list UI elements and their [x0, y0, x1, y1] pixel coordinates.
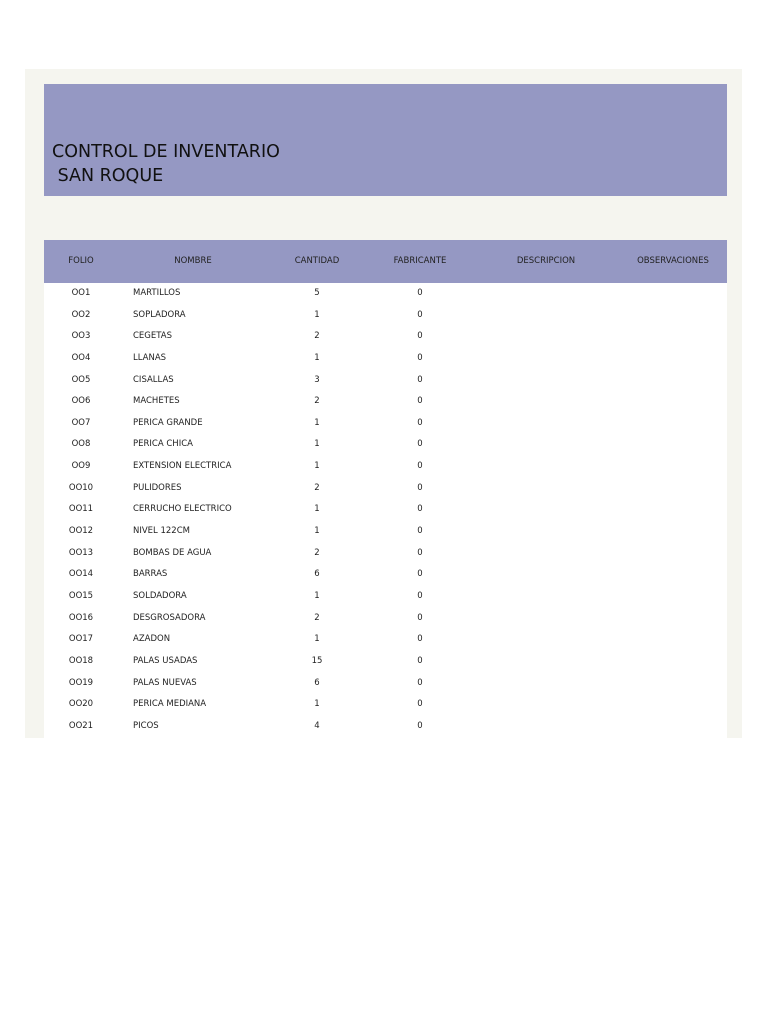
cell-cantidad: 4 — [314, 720, 320, 731]
table-row — [44, 413, 727, 435]
cell-descripcion — [504, 586, 584, 608]
cell-cantidad: 1 — [314, 461, 320, 472]
table-row — [44, 348, 727, 370]
cell-observaciones — [634, 305, 712, 327]
table-row — [44, 629, 727, 651]
cell-folio: OO21 — [68, 720, 94, 731]
cell-descripcion — [504, 348, 584, 370]
cell-cantidad: 2 — [314, 482, 320, 493]
title-banner — [44, 84, 727, 196]
cell-cantidad: 5 — [314, 288, 320, 298]
cell-folio: OO7 — [71, 417, 91, 428]
table-row — [44, 564, 727, 586]
cell-observaciones — [634, 629, 712, 651]
cell-descripcion — [504, 629, 584, 651]
cell-cantidad: 6 — [314, 569, 320, 580]
cell-cantidad: 1 — [314, 590, 320, 601]
cell-fabricante: 0 — [417, 677, 423, 688]
inventory-table — [44, 240, 727, 738]
cell-fabricante: 0 — [417, 504, 423, 515]
cell-observaciones — [634, 673, 712, 695]
cell-folio: OO5 — [71, 374, 91, 385]
cell-observaciones — [634, 543, 712, 565]
cell-cantidad: 2 — [314, 547, 320, 558]
cell-descripcion — [504, 305, 584, 327]
cell-fabricante: 0 — [417, 569, 423, 580]
table-row — [44, 283, 727, 305]
header-fabricante: FABRICANTE — [393, 256, 447, 266]
cell-nombre: PERICA MEDIANA — [133, 699, 207, 710]
cell-descripcion — [504, 521, 584, 543]
cell-folio: OO18 — [68, 655, 94, 666]
cell-nombre: PERICA CHICA — [133, 439, 193, 450]
cell-fabricante: 0 — [417, 331, 423, 342]
cell-cantidad: 2 — [314, 331, 320, 342]
cell-nombre: MACHETES — [133, 396, 180, 407]
table-row — [44, 478, 727, 500]
cell-cantidad: 3 — [314, 374, 320, 385]
cell-descripcion — [504, 673, 584, 695]
cell-descripcion — [504, 543, 584, 565]
cell-descripcion — [504, 651, 584, 673]
cell-cantidad: 1 — [314, 352, 320, 363]
table-row — [44, 586, 727, 608]
table-row — [44, 521, 727, 543]
table-row — [44, 499, 727, 521]
cell-observaciones — [634, 499, 712, 521]
cell-fabricante: 0 — [417, 288, 423, 298]
cell-cantidad: 1 — [314, 526, 320, 537]
header-folio: FOLIO — [68, 256, 94, 266]
cell-cantidad: 1 — [314, 634, 320, 645]
cell-nombre: NIVEL 122CM — [133, 526, 190, 537]
cell-fabricante: 0 — [417, 612, 423, 623]
cell-fabricante: 0 — [417, 439, 423, 450]
document-title — [52, 140, 280, 188]
cell-cantidad: 15 — [311, 655, 323, 666]
table-row — [44, 305, 727, 327]
cell-cantidad: 1 — [314, 417, 320, 428]
cell-descripcion — [504, 478, 584, 500]
table-row — [44, 456, 727, 478]
cell-fabricante: 0 — [417, 547, 423, 558]
table-row — [44, 370, 727, 392]
table-row — [44, 651, 727, 673]
cell-observaciones — [634, 348, 712, 370]
table-header — [44, 240, 727, 283]
cell-folio: OO19 — [68, 677, 94, 688]
table-row — [44, 694, 727, 716]
spreadsheet-page — [25, 69, 742, 738]
cell-observaciones — [634, 521, 712, 543]
cell-descripcion — [504, 716, 584, 738]
cell-fabricante: 0 — [417, 720, 423, 731]
header-cantidad: CANTIDAD — [294, 256, 340, 266]
cell-descripcion — [504, 499, 584, 521]
cell-nombre: PULIDORES — [133, 482, 182, 493]
cell-nombre: MARTILLOS — [133, 288, 181, 298]
cell-fabricante: 0 — [417, 590, 423, 601]
cell-fabricante: 0 — [417, 374, 423, 385]
cell-folio: OO10 — [68, 482, 94, 493]
cell-observaciones — [634, 694, 712, 716]
cell-observaciones — [634, 564, 712, 586]
cell-cantidad: 1 — [314, 699, 320, 710]
cell-descripcion — [504, 456, 584, 478]
cell-nombre: PERICA GRANDE — [133, 417, 203, 428]
cell-folio: OO9 — [71, 461, 91, 472]
cell-folio: OO14 — [68, 569, 94, 580]
header-nombre: NOMBRE — [174, 256, 212, 266]
cell-folio: OO3 — [71, 331, 91, 342]
table-row — [44, 391, 727, 413]
cell-nombre: SOPLADORA — [133, 309, 186, 320]
cell-folio: OO6 — [71, 396, 91, 407]
cell-fabricante: 0 — [417, 396, 423, 407]
cell-observaciones — [634, 413, 712, 435]
cell-observaciones — [634, 370, 712, 392]
cell-descripcion — [504, 608, 584, 630]
table-row — [44, 673, 727, 695]
cell-folio: OO4 — [71, 352, 91, 363]
cell-folio: OO1 — [71, 288, 91, 298]
cell-observaciones — [634, 478, 712, 500]
cell-observaciones — [634, 326, 712, 348]
cell-nombre: BARRAS — [133, 569, 168, 580]
cell-descripcion — [504, 391, 584, 413]
cell-nombre: EXTENSION ELECTRICA — [133, 461, 232, 472]
cell-nombre: SOLDADORA — [133, 590, 187, 601]
cell-folio: OO8 — [71, 439, 91, 450]
cell-folio: OO11 — [68, 504, 94, 515]
cell-folio: OO12 — [68, 526, 94, 537]
cell-fabricante: 0 — [417, 309, 423, 320]
title-line-1: CONTROL DE INVENTARIO — [52, 142, 280, 162]
cell-descripcion — [504, 564, 584, 586]
cell-nombre: CISALLAS — [133, 374, 174, 385]
cell-nombre: PICOS — [133, 720, 159, 731]
table-row — [44, 543, 727, 565]
table-row — [44, 434, 727, 456]
cell-folio: OO20 — [68, 699, 94, 710]
cell-observaciones — [634, 434, 712, 456]
cell-cantidad: 2 — [314, 612, 320, 623]
cell-nombre: DESGROSADORA — [133, 612, 206, 623]
cell-fabricante: 0 — [417, 634, 423, 645]
cell-nombre: PALAS NUEVAS — [133, 677, 197, 688]
table-row — [44, 716, 727, 738]
table-row — [44, 326, 727, 348]
cell-observaciones — [634, 716, 712, 738]
cell-descripcion — [504, 326, 584, 348]
cell-fabricante: 0 — [417, 699, 423, 710]
cell-fabricante: 0 — [417, 352, 423, 363]
cell-folio: OO15 — [68, 590, 94, 601]
table-body — [44, 283, 727, 737]
cell-fabricante: 0 — [417, 417, 423, 428]
cell-nombre: BOMBAS DE AGUA — [133, 547, 212, 558]
header-observaciones: OBSERVACIONES — [637, 256, 709, 266]
cell-descripcion — [504, 370, 584, 392]
cell-folio: OO16 — [68, 612, 94, 623]
cell-folio: OO17 — [68, 634, 94, 645]
cell-observaciones — [634, 456, 712, 478]
cell-nombre: LLANAS — [133, 352, 167, 363]
cell-cantidad: 2 — [314, 396, 320, 407]
cell-descripcion — [504, 434, 584, 456]
cell-fabricante: 0 — [417, 526, 423, 537]
cell-observaciones — [634, 608, 712, 630]
cell-descripcion — [504, 413, 584, 435]
cell-nombre: PALAS USADAS — [133, 655, 198, 666]
cell-fabricante: 0 — [417, 482, 423, 493]
cell-cantidad: 1 — [314, 504, 320, 515]
cell-cantidad: 6 — [314, 677, 320, 688]
cell-nombre: AZADON — [133, 634, 171, 645]
cell-cantidad: 1 — [314, 439, 320, 450]
header-descripcion: DESCRIPCION — [516, 256, 576, 266]
cell-descripcion — [504, 283, 584, 305]
cell-fabricante: 0 — [417, 461, 423, 472]
cell-nombre: CERRUCHO ELECTRICO — [133, 504, 232, 515]
cell-observaciones — [634, 283, 712, 305]
cell-observaciones — [634, 391, 712, 413]
cell-observaciones — [634, 651, 712, 673]
table-row — [44, 608, 727, 630]
cell-nombre: CEGETAS — [133, 331, 173, 342]
cell-cantidad: 1 — [314, 309, 320, 320]
cell-fabricante: 0 — [417, 655, 423, 666]
cell-observaciones — [634, 586, 712, 608]
title-line-2: SAN ROQUE — [52, 166, 164, 186]
cell-descripcion — [504, 694, 584, 716]
cell-folio: OO2 — [71, 309, 91, 320]
cell-folio: OO13 — [68, 547, 94, 558]
